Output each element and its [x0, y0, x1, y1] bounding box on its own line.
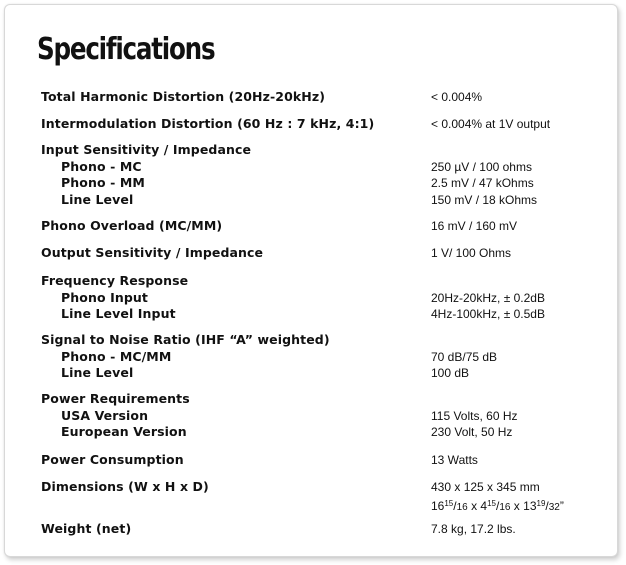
- spec-label-group: [41, 142, 251, 208]
- page-title: Specifications: [37, 32, 215, 67]
- spec-sheet-card: [4, 4, 618, 557]
- spec-sub-label: Line Level: [61, 191, 134, 207]
- spec-value-group: [431, 290, 545, 323]
- spec-sub-label: European Version: [61, 424, 187, 439]
- spec-label-group: [41, 332, 330, 382]
- spec-label: Weight (net): [41, 521, 132, 536]
- spec-label: Phono Overload (MC/MM): [41, 218, 223, 233]
- spec-value: 1 V/ 100 Ohms: [431, 246, 512, 260]
- spec-value: 20Hz-20kHz, ± 0.2dB: [431, 290, 545, 305]
- spec-value: 13 Watts: [431, 453, 478, 467]
- spec-value: 7.8 kg, 17.2 lbs.: [431, 522, 516, 536]
- spec-value: 4Hz-100kHz, ± 0.5dB: [431, 307, 545, 321]
- spec-value-group: [431, 408, 518, 441]
- spec-label: Dimensions (W x H x D): [41, 479, 209, 494]
- spec-label-group: [41, 273, 188, 323]
- spec-value: 16 mV / 160 mV: [431, 219, 518, 233]
- spec-sub-label: Phono Input: [61, 289, 148, 305]
- spec-value: 115 Volts, 60 Hz: [431, 408, 518, 423]
- spec-value-imperial: $16^{15}/16$ x $4^{15}/16$ x $13^{19}/32$”: [431, 498, 564, 513]
- spec-sub-label: USA Version: [61, 407, 149, 423]
- spec-value: 100 dB: [431, 366, 470, 380]
- spec-label: Power Consumption: [41, 452, 184, 467]
- spec-label-group: [41, 391, 190, 441]
- spec-value: 70 dB/75 dB: [431, 349, 498, 364]
- spec-sub-label: Phono - MC: [61, 158, 142, 174]
- spec-label: Output Sensitivity / Impedance: [41, 245, 264, 260]
- spec-label: Total Harmonic Distortion (20Hz-20kHz): [41, 89, 326, 104]
- spec-value: < 0.004%: [431, 90, 483, 104]
- spec-value: 230 Volt, 50 Hz: [431, 425, 513, 439]
- spec-value: < 0.004% at 1V output: [431, 117, 551, 131]
- spec-value: 250 µV / 100 ohms: [431, 159, 532, 174]
- spec-sub-label: Phono - MM: [61, 175, 145, 190]
- spec-label: Input Sensitivity / Impedance: [41, 142, 252, 157]
- spec-value-group: [431, 159, 537, 209]
- spec-label: Intermodulation Distortion (60 Hz : 7 kHz, 4:1): [41, 116, 375, 131]
- spec-sub-label: Phono - MC/MM: [61, 348, 172, 364]
- spec-value: 430 x 125 x 345 mm: [431, 480, 540, 494]
- spec-sub-label: Line Level Input: [61, 306, 176, 321]
- spec-label: Power Requirements: [41, 391, 190, 406]
- spec-label: Frequency Response: [41, 273, 189, 288]
- spec-label: Signal to Noise Ratio (IHF “A” weighted): [41, 332, 330, 347]
- spec-sub-label: Line Level: [61, 365, 134, 380]
- spec-value: 150 mV / 18 kOhms: [431, 192, 538, 207]
- spec-value-group: [431, 479, 564, 512]
- spec-value: 2.5 mV / 47 kOhms: [431, 176, 534, 190]
- spec-value-group: [431, 349, 497, 382]
